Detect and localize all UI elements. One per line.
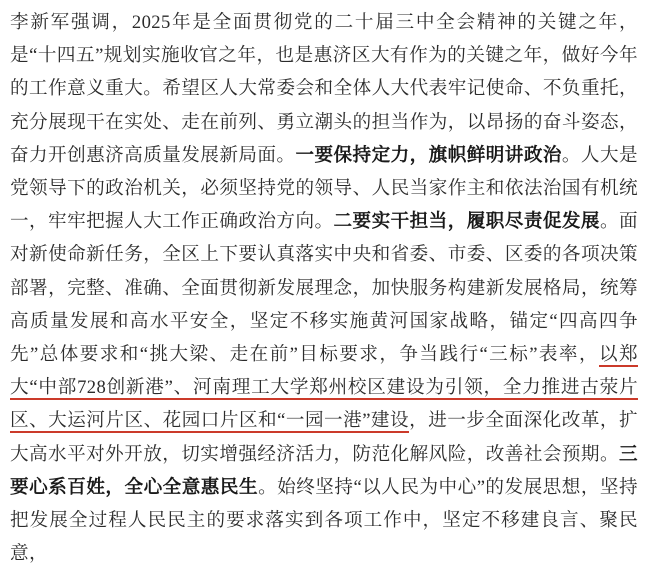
article-body-paragraph <box>10 6 638 570</box>
run-context-1: 年是全面贯彻党的二十届三中全会精神的关键之年，是“十四五”规划实施收官之年，也是惠济区大有作为的关键之年，做好今年的工作意义重大。希望区人大常委会和全体人大代表牢记使命、不负重托，充分展现干在实处、走在前列、勇立潮头的担当作为，以昂扬的奋斗姿态，奋力开创惠济高质量发展新局面。 <box>10 12 638 166</box>
run-bold-point-two: 二要实干担当，履职尽责促发展 <box>333 211 600 233</box>
run-year-2025: 2025 <box>131 12 171 33</box>
run-underlined-2: 创新港”、河南理工大学郑州校区建设为引领，全力推进古荥片区、大运河片区、花园口片区和“一园一港”建设 <box>10 377 638 432</box>
run-bold-point-one: 一要保持定力，旗帜鲜明讲政治 <box>295 144 562 166</box>
run-bold-point-three: 三要心系百姓，全心全意惠民生 <box>10 443 638 498</box>
run-context-5: 。始终坚持“以人民为中心”的发展思想，坚持把发展全过程人民民主的要求落实到各项工作中，坚定不移建良言、聚民意， <box>10 476 638 565</box>
run-underlined-number-728: 728 <box>77 377 107 399</box>
run-underlined-1: 以郑大“中部 <box>10 344 638 399</box>
run-context-3: 。面对新使命新任务，全区上下要认真落实中央和省委、市委、区委的各项决策部署，完整、准确、全面贯彻新发展理念，加快服务构建新发展格局，统筹高质量发展和高水平安全，坚定不移实施黄河国家战略，锚定“四高四争先”总体要求和“挑大梁、走在前”目标要求，争当践行“三标”表率， <box>10 211 638 366</box>
run-intro: 李新军强调， <box>10 12 132 33</box>
run-context-4: ，进一步全面深化改革，扩大高水平对外开放，切实增强经济活力，防范化解风险，改善社会预期。 <box>10 410 638 465</box>
run-context-2: 。人大是党领导下的政治机关，必须坚持党的领导、人民当家作主和依法治国有机统一，牢牢把握人大工作正确政治方向。 <box>10 144 638 233</box>
